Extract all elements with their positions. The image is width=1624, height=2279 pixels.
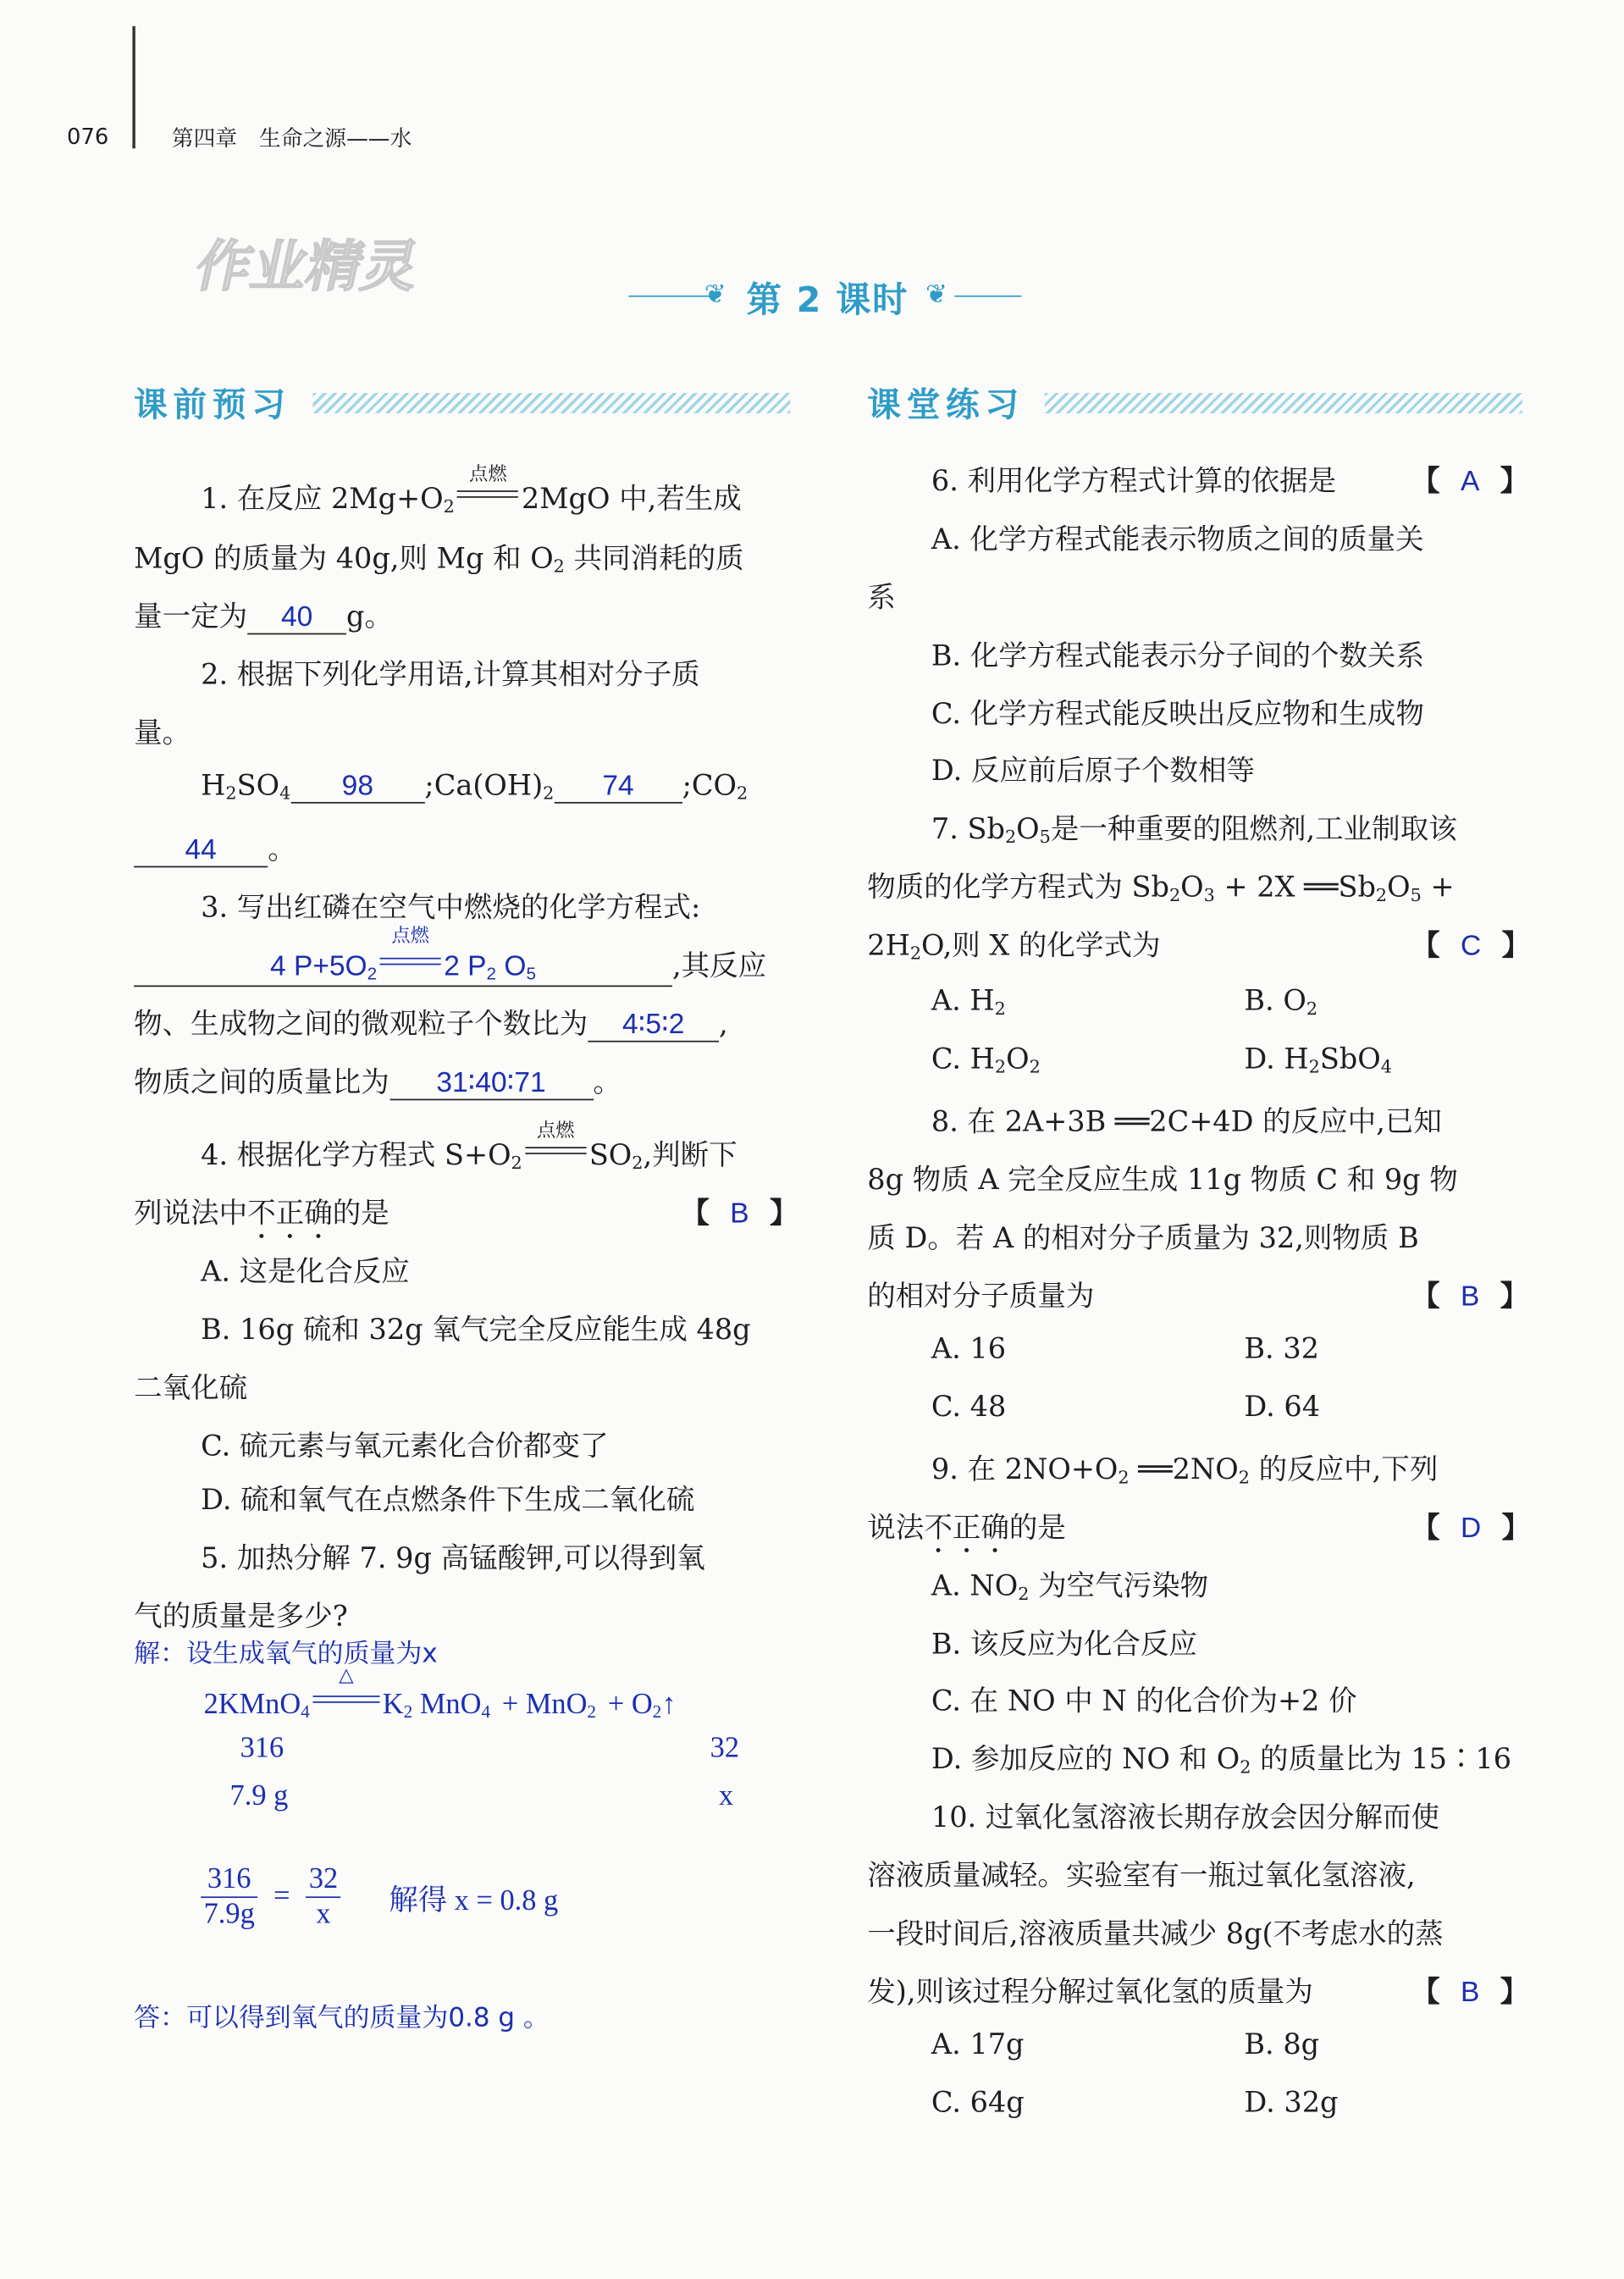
q7-option-b: B. $O_2$ — [1244, 983, 1318, 1020]
q10-option-c: C. 64g — [931, 2085, 1025, 2120]
q6-answer: A — [1460, 465, 1480, 498]
q5-line1: 5. 加热分解 7. 9g 高锰酸钾,可以得到氧 — [201, 1541, 705, 1575]
q2-line4: 44 。 — [134, 827, 296, 868]
chapter-title: 第四章 生命之源——水 — [171, 124, 412, 152]
q1-line1: 1. 在反应 $2Mg+O_2$ 点燃 2MgO 中,若生成 — [201, 464, 742, 517]
q6-option-b: B. 化学方程式能表示分子间的个数关系 — [931, 639, 1425, 672]
q10-option-a: A. 17g — [931, 2027, 1025, 2061]
q4-option-d: D. 硫和氧气在点燃条件下生成二氧化硫 — [201, 1483, 695, 1517]
q8-bracket: 【 B 】 — [1411, 1279, 1529, 1314]
q10-line3: 一段时间后,溶液质量共减少 8g(不考虑水的蒸 — [867, 1917, 1444, 1950]
left-section-title: 课前预习 — [134, 387, 291, 425]
q1-line3: 量一定为 40 g。 — [134, 594, 393, 635]
right-section-title: 课堂练习 — [867, 387, 1025, 425]
q5-unknown-x: x — [718, 1779, 734, 1812]
q8-option-d: D. 64 — [1244, 1390, 1321, 1424]
q6-option-a-line2: 系 — [867, 580, 896, 615]
q7-option-d: D. $H_2SbO_4$ — [1244, 1042, 1392, 1077]
q5-molar-mass-kmno4: 316 — [240, 1732, 284, 1764]
q3-line1: 3. 写出红磷在空气中燃烧的化学方程式: — [201, 890, 701, 925]
q9-option-c: C. 在 NO 中 N 的化合价为+2 价 — [931, 1684, 1357, 1718]
q2-answer-caoh2: 74 — [602, 770, 634, 802]
q1-answer-blank — [247, 601, 346, 635]
page-number: 076 — [67, 124, 109, 151]
q4-option-b-line1: B. 16g 硫和 32g 氧气完全反应能生成 48g — [201, 1313, 751, 1347]
q9-option-a: A. $NO_2$ 为空气污染物 — [931, 1568, 1209, 1604]
lesson-title-ornament-right — [954, 296, 1021, 297]
q3-line3: 物、生成物之间的微观粒子个数比为 4∶5∶2 , — [134, 1001, 728, 1043]
q4-option-c: C. 硫元素与氧元素化合价都变了 — [201, 1429, 609, 1463]
q10-line2: 溶液质量减轻。实验室有一瓶过氧化氢溶液, — [867, 1858, 1416, 1893]
q9-option-b: B. 该反应为化合反应 — [931, 1627, 1197, 1661]
q10-line1: 10. 过氧化氢溶液长期存放会因分解而使 — [931, 1800, 1440, 1834]
q6-question: 6. 利用化学方程式计算的依据是 — [931, 464, 1337, 498]
q10-option-d: D. 32g — [1244, 2085, 1339, 2120]
q8-line1: 8. 在 2A+3B ══2C+4D 的反应中,已知 — [931, 1104, 1442, 1138]
q4-option-b-line2: 二氧化硫 — [134, 1370, 248, 1405]
q4-line2: 列说法中不正确的是 — [134, 1196, 389, 1231]
q10-option-b: B. 8g — [1244, 2027, 1320, 2061]
q3-line4: 物质之间的质量比为 31∶40∶71 。 — [134, 1059, 621, 1101]
q9-bracket: 【 D 】 — [1411, 1510, 1531, 1545]
q4-line1: 4. 根据化学方程式 $S+O_2$ 点燃 $SO_2$,判断下 — [201, 1120, 737, 1174]
q6-option-a-line1: A. 化学方程式能表示物质之间的质量关 — [931, 522, 1424, 556]
q7-option-c: C. $H_2O_2$ — [931, 1042, 1041, 1077]
q3-mass-ratio: 31∶40∶71 — [436, 1066, 546, 1099]
q5-final-answer: 答：可以得到氧气的质量为0.8 g 。 — [134, 2002, 550, 2033]
q4-option-a: A. 这是化合反应 — [201, 1254, 410, 1288]
q5-solution-intro: 解：设生成氧气的质量为x — [134, 1639, 438, 1670]
q2-line3: $H_2SO_4$ 98 $;Ca(OH)_2$ 74 $;CO_2$ — [201, 768, 748, 804]
q2-answer-h2so4: 98 — [341, 770, 373, 802]
q3-equation: 4 $P+5O_2$ 点燃 2 $P_2$ $O_5$ — [270, 924, 537, 984]
q10-answer: B — [1460, 1976, 1480, 2009]
q7-line3: $2H_2O$,则 X 的化学式为 — [867, 928, 1161, 964]
q9-line2: 说法不正确的是 — [867, 1510, 1066, 1545]
q3-ratio: 4∶5∶2 — [621, 1008, 685, 1041]
q1-line2: MgO 的质量为 40g,则 Mg 和 $O_2$ 共同消耗的质 — [134, 541, 744, 577]
q9-option-d: D. 参加反应的 NO 和 $O_2$ 的质量比为 15∶16 — [931, 1742, 1512, 1778]
header-rule — [132, 26, 135, 148]
q10-line4: 发),则该过程分解过氧化氢的质量为 — [867, 1975, 1313, 2009]
q8-answer: B — [1460, 1281, 1480, 1314]
q6-bracket: 【 A 】 — [1411, 464, 1529, 498]
q9-answer: D — [1460, 1512, 1482, 1545]
lesson-title-ornament-left — [628, 296, 713, 297]
q2-line2: 量。 — [134, 716, 191, 750]
reaction-condition: 点燃 — [455, 478, 522, 507]
ornament-right-icon: ❦ — [925, 279, 947, 311]
q8-option-c: C. 48 — [931, 1390, 1007, 1424]
watermark: 作业精灵 — [190, 234, 425, 299]
q6-option-d: D. 反应前后原子个数相等 — [931, 754, 1256, 788]
q4-bracket: 【 B 】 — [681, 1196, 798, 1231]
ornament-left-icon: ❦ — [704, 279, 726, 311]
q8-line3: 质 D。若 A 的相对分子质量为 32,则物质 B — [867, 1220, 1419, 1255]
q7-option-a: A. $H_2$ — [931, 983, 1006, 1020]
q5-proportion: $\frac{316}{7.9g}$ = $\frac{32}{x}$ 解得 x = 0.8 g — [201, 1863, 558, 1932]
lesson-title: 第 2 课时 — [746, 279, 909, 321]
q1-answer: 40 — [280, 600, 313, 633]
right-section-hatch — [1045, 393, 1522, 413]
q4-answer: B — [730, 1198, 749, 1231]
q7-line2: 物质的化学方程式为 $Sb_2O_3 + 2X$ $══Sb_2O_5$ + — [867, 870, 1455, 905]
left-section-hatch — [312, 393, 790, 413]
q5-equation: 2KMnO$_4$ △ $K_2$ $MnO_4 + MnO_2 + O_2↑$ — [203, 1663, 677, 1723]
q3-line2: 4 $P+5O_2$ 点燃 2 $P_2$ $O_5$ ,其反应 — [134, 943, 766, 987]
q5-molar-mass-o2: 32 — [710, 1732, 740, 1764]
q2-answer-co2: 44 — [185, 833, 217, 866]
q6-option-c: C. 化学方程式能反映出反应物和生成物 — [931, 697, 1424, 731]
q7-answer: C — [1460, 930, 1482, 962]
q8-line2: 8g 物质 A 完全反应生成 11g 物质 C 和 9g 物 — [867, 1163, 1458, 1197]
q8-option-a: A. 16 — [931, 1331, 1007, 1366]
q9-line1: 9. 在 $2NO+O_2$ $══2NO_2$ 的反应中,下列 — [931, 1452, 1439, 1488]
q8-line4: 的相对分子质量为 — [867, 1279, 1095, 1314]
q10-bracket: 【 B 】 — [1411, 1975, 1529, 2009]
q7-bracket: 【 C 】 — [1411, 928, 1531, 962]
q5-given-mass: 7.9 g — [229, 1779, 289, 1812]
q5-line2: 气的质量是多少? — [134, 1599, 348, 1634]
q7-line1: 7. $Sb_2O_5$是一种重要的阻燃剂,工业制取该 — [931, 811, 1457, 848]
q2-line1: 2. 根据下列化学用语,计算其相对分子质 — [201, 657, 700, 692]
q8-option-b: B. 32 — [1244, 1331, 1319, 1366]
